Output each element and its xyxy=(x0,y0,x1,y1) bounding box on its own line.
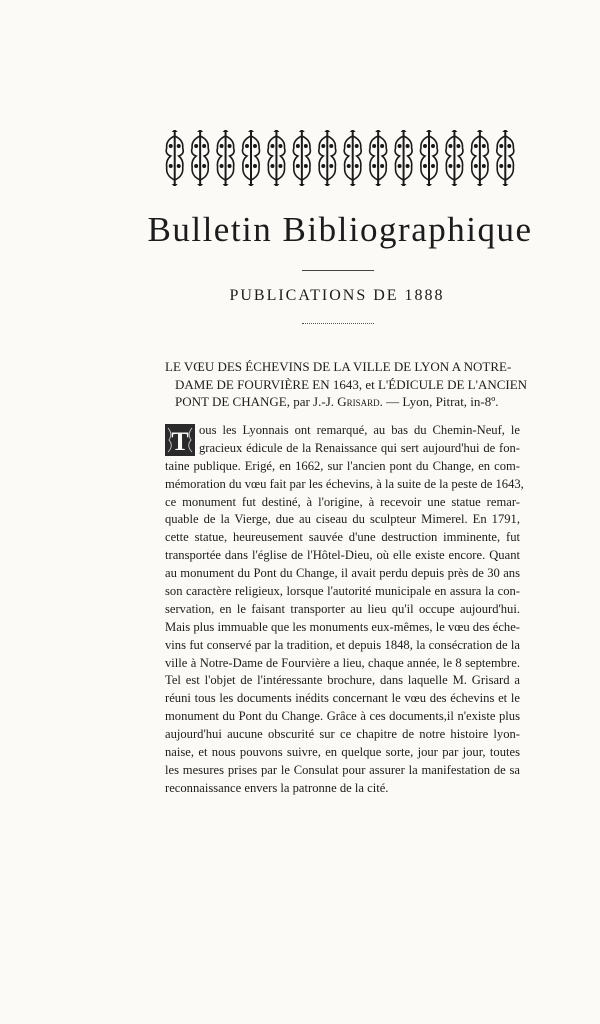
entry-line-2: DAME DE FOURVIÈRE EN 1643, et L'ÉDICULE DE L'ANCIEN xyxy=(175,376,528,392)
body-line: naise, et nous pouvons suivre, en quelque sorte, jour par jour, toutes xyxy=(165,745,520,760)
divider-rule-dotted xyxy=(302,323,374,324)
body-line: Tel est l'objet de l'intéressante brochure, dans laquelle M. Grisard a xyxy=(165,673,520,688)
divider-rule xyxy=(302,270,374,271)
fleuron-icon xyxy=(293,130,310,186)
fleuron-icon xyxy=(497,130,514,186)
fleuron-icon xyxy=(395,130,412,186)
body-paragraph xyxy=(165,422,524,798)
body-line: aujourd'hui aucune obscurité sur ce chapitre de notre histoire lyon- xyxy=(165,727,520,742)
body-line: ous les Lyonnais ont remarqué, au bas du Chemin-Neuf, le xyxy=(199,423,520,437)
fleuron-icon xyxy=(217,130,234,186)
bibliography-entry-heading xyxy=(165,358,528,411)
body-line: son caractère religieux, lorsque l'autorité municipale en assura la con- xyxy=(165,584,520,599)
fleuron-icon xyxy=(192,130,209,186)
body-line: au monument du Pont du Change, il avait perdu depuis près de 30 ans xyxy=(165,566,520,581)
body-line: monument du Pont du Change. Grâce à ces documents,il n'existe plus xyxy=(165,709,520,724)
fleuron-band-icon xyxy=(162,130,518,186)
body-line: transportée dans l'église de l'Hôtel-Dieu, où elle existe encore. Quant xyxy=(165,548,520,563)
fleuron-icon xyxy=(243,130,260,186)
body-line: taine publique. Erigé, en 1662, sur l'ancien pont du Change, en com- xyxy=(165,458,520,473)
entry-line-3-start: PONT DE CHANGE, par J.-J. xyxy=(175,394,338,409)
entry-line-1: LE VŒU DES ÉCHEVINS DE LA VILLE DE LYON A NOTRE- xyxy=(165,359,512,374)
fleuron-icon xyxy=(268,130,285,186)
body-line: ville à Notre-Dame de Fourvière a lieu, chaque année, le 8 septembre. xyxy=(165,655,520,670)
fleuron-icon xyxy=(471,130,488,186)
fleuron-icon xyxy=(421,130,438,186)
body-line: cette statue, heureusement sauvée d'une destruction imminente, fut xyxy=(165,530,520,545)
entry-line-3 xyxy=(165,393,520,411)
fleuron-icon xyxy=(319,130,336,186)
fleuron-icon xyxy=(370,130,387,186)
body-line: mémoration du vœu fait par les échevins, à la suite de la peste de 1643, xyxy=(165,476,524,491)
body-line: réuni tous les documents inédits concernant le vœu des échevins et le xyxy=(165,691,520,706)
body-line: vins fut conservé par la tradition, et depuis 1848, la consécration de la xyxy=(165,637,520,652)
fleuron-icon xyxy=(344,130,361,186)
fleuron-icon xyxy=(446,130,463,186)
body-line: gracieux édicule de la Renaissance qui sert aujourd'hui de fon- xyxy=(199,440,520,455)
body-line: Mais plus immuable que les monuments eux-mêmes, le vœu des éche- xyxy=(165,619,520,634)
body-line: quable de la Vierge, due au ciseau du sculpteur Mimerel. En 1791, xyxy=(165,512,520,527)
entry-author: Grisard xyxy=(337,394,380,409)
entry-line-3-end: . — Lyon, Pitrat, in-8º. xyxy=(379,394,499,409)
page-title: Bulletin Bibliographique xyxy=(147,210,533,249)
drop-cap-letter: T xyxy=(171,427,189,456)
body-line: ce monument fut destiné, à l'origine, à recevoir une statue remar- xyxy=(165,494,520,509)
section-subtitle: PUBLICATIONS DE 1888 xyxy=(229,287,445,304)
body-line: reconnaissance envers la patronne de la cité. xyxy=(165,780,389,795)
fleuron-icon xyxy=(166,130,183,186)
body-line: les mesures prises par le Consulat pour assurer la manifestation de sa xyxy=(165,762,520,777)
body-line: servation, en le faisant transporter au lieu qu'il occupe aujourd'hui. xyxy=(165,601,520,616)
